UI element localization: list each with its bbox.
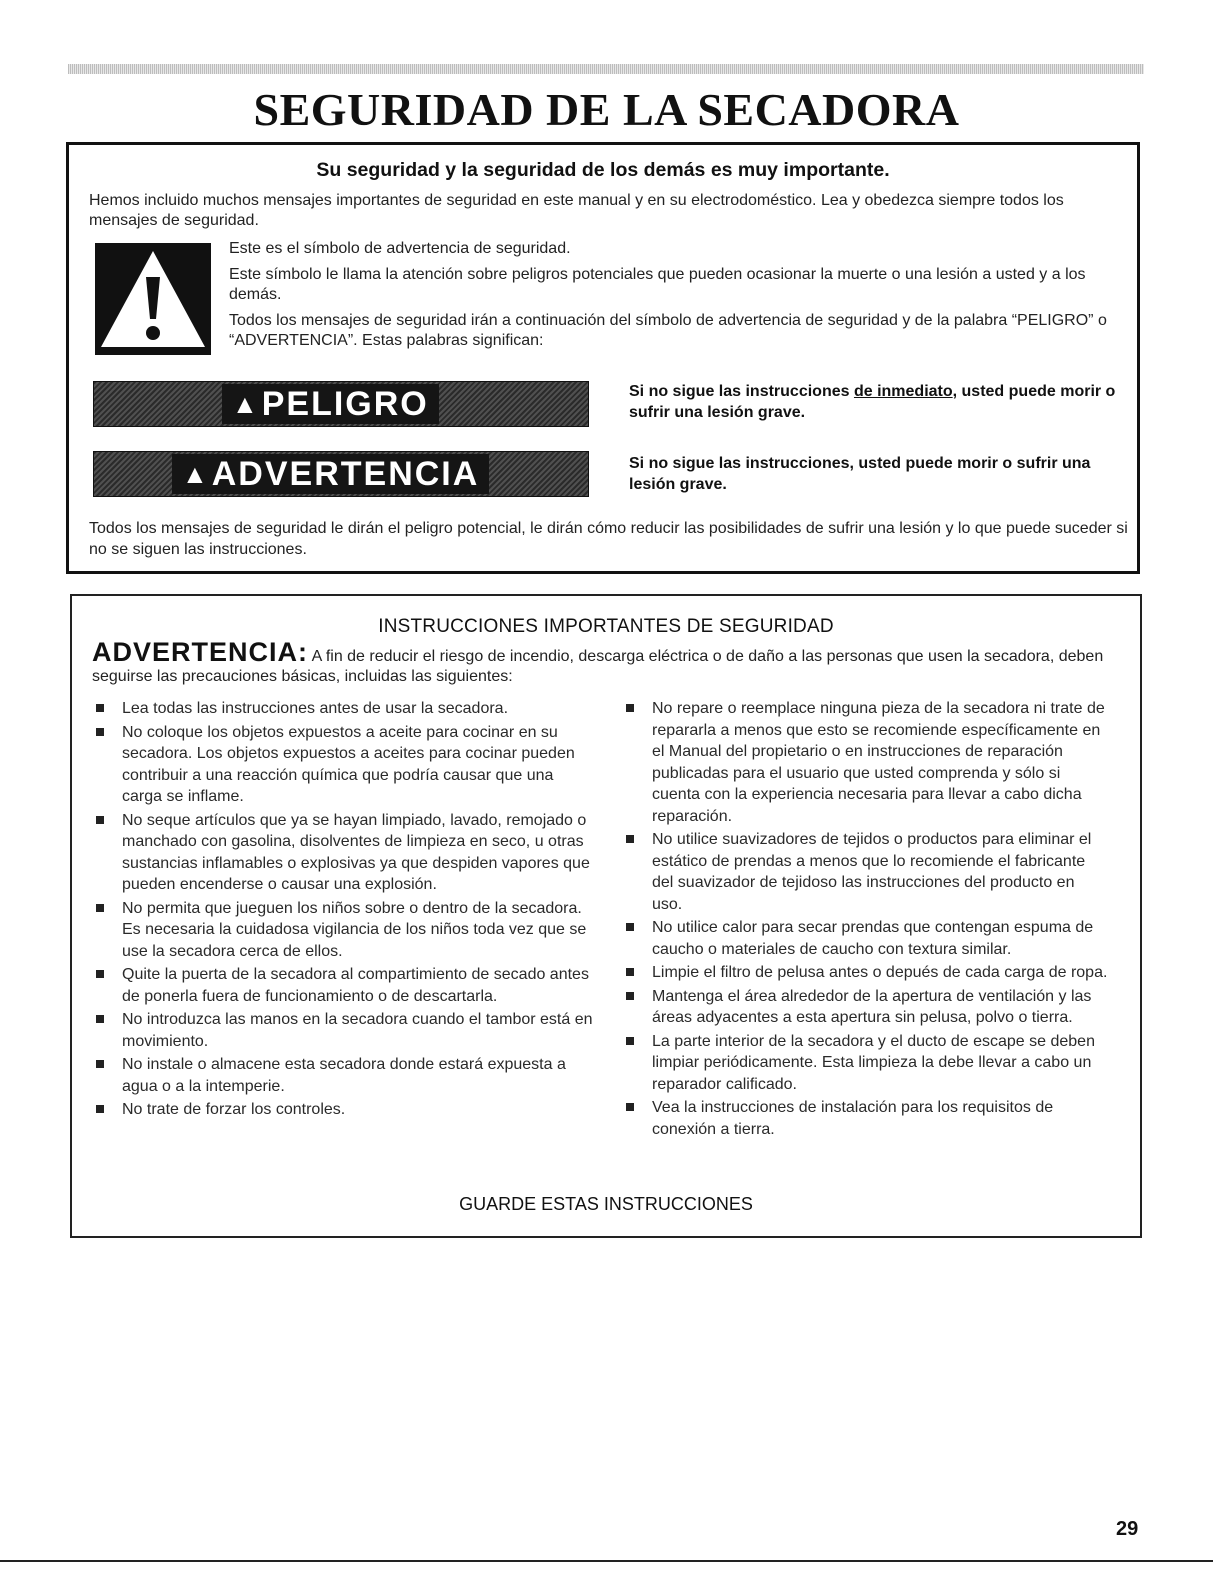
advertencia-label [172,454,489,494]
peligro-desc-start: Si no sigue las instrucciones [629,383,854,400]
list-item [624,917,1108,960]
list-item [624,1097,1108,1140]
square-bullet-icon [626,704,634,712]
symbol-line: Todos los mensajes de seguridad irán a continuación del símbolo de advertencia de seguridad y de la palabra “PELIGRO” o “ADVERTENCIA”. Estas palabras significan: [229,312,1107,349]
list-item-text: No coloque los objetos expuestos a aceite para cocinar en su secadora. Los objetos expuestos a aceites para cocinar pueden contribuir a una reacción química que podría causar que una carga se inflame. [122,723,575,805]
safety-intro-text: Hemos incluido muchos mensajes importantes de seguridad en este manual y en su electrodoméstico. Lea y obedezca siempre todos los mensajes de seguridad. [89,192,1064,229]
list-item [624,829,1108,915]
peligro-banner [93,381,589,427]
square-bullet-icon [626,1103,634,1111]
bottom-rule [0,1560,1213,1562]
list-item-text: No repare o reemplace ninguna pieza de la secadora ni trate de repararla a menos que esto se recomiende específicamente en el Manual del propietario o en instrucciones de reparación publicadas para el usuario que usted comprenda y sólo si cuenta con la experiencia necesaria para llevar a cabo dicha reparación. [652,700,1105,825]
peligro-word: PELIGRO [261,385,429,423]
symbol-line: Este es el símbolo de advertencia de seguridad. [229,240,571,257]
square-bullet-icon [96,1015,104,1023]
peligro-desc-end: , usted puede morir o sufrir una lesión grave. [629,383,1116,421]
square-bullet-icon [96,904,104,912]
peligro-desc-emphasis: de inmediato [853,383,953,400]
warning-triangle-icon: ▲ [232,389,260,419]
list-item-text: No utilice calor para secar prendas que contengan espuma de caucho o materiales de caucho con textura similar. [652,919,1094,958]
square-bullet-icon [626,992,634,1000]
square-bullet-icon [96,728,104,736]
square-bullet-icon [96,970,104,978]
list-item [94,810,594,896]
symbol-explanation [229,239,1129,357]
list-item [624,698,1108,827]
safety-box-heading: Su seguridad y la seguridad de los demás es muy importante. [316,159,890,181]
warning-triangle-icon: ▲ [182,459,210,489]
page-number: 29 [1116,1518,1139,1540]
square-bullet-icon [626,968,634,976]
list-item-text: No utilice suavizadores de tejidos o productos para eliminar el estático de prendas a menos que lo recomiende el fabricante del suavizador de tejidoso las instrucciones del producto en uso. [652,831,1092,913]
warning-text: A fin de reducir el riesgo de incendio, descarga eléctrica o de daño a las personas que usen la secadora, deben seguirse las precauciones básicas, incluidas las siguientes: [92,648,1104,685]
instructions-box [70,594,1142,1238]
instructions-left-list [94,698,594,1123]
list-item [624,962,1108,984]
square-bullet-icon [626,835,634,843]
list-item [94,1009,594,1052]
list-item [94,1099,594,1121]
instructions-right-list [624,698,1108,1142]
square-bullet-icon [96,704,104,712]
safety-box [66,142,1140,574]
list-item [624,1031,1108,1096]
advertencia-word: ADVERTENCIA [211,455,480,493]
list-item [94,1054,594,1097]
square-bullet-icon [96,816,104,824]
list-item-text: Quite la puerta de la secadora al compartimiento de secado antes de ponerla fuera de funcionamiento o de descartarla. [122,966,589,1005]
list-item-text: La parte interior de la secadora y el ducto de escape se deben limpiar periódicamente. Esta limpieza la debe llevar a cabo un reparador calificado. [652,1032,1095,1093]
list-item-text: Limpie el filtro de pelusa antes o depués de cada carga de ropa. [652,964,1108,981]
page-title: SEGURIDAD DE LA SECADORA [253,84,960,135]
square-bullet-icon [96,1060,104,1068]
square-bullet-icon [626,923,634,931]
list-item-text: Lea todas las instrucciones antes de usar la secadora. [122,700,509,717]
symbol-line: Este símbolo le llama la atención sobre peligros potenciales que pueden ocasionar la muerte o una lesión a usted y a los demás. [229,266,1086,303]
advertencia-banner [93,451,589,497]
list-item [624,986,1108,1029]
warning-triangle-icon [95,243,211,355]
warning-label: ADVERTENCIA: [92,637,309,667]
peligro-label [222,384,439,424]
list-item [94,898,594,963]
list-item-text: No permita que jueguen los niños sobre o dentro de la secadora. Es necesaria la cuidadosa vigilancia de los niños toda vez que se use la secadora cerca de ellos. [122,899,587,960]
advertencia-description: Si no sigue las instrucciones, usted puede morir o sufrir una lesión grave. [629,455,1091,493]
square-bullet-icon [96,1105,104,1113]
list-item [94,698,594,720]
list-item-text: No introduzca las manos en la secadora cuando el tambor está en movimiento. [122,1011,593,1050]
list-item-text: Vea la instrucciones de instalación para los requisitos de conexión a tierra. [652,1099,1054,1138]
list-item-text: Mantenga el área alrededor de la apertura de ventilación y las áreas adyacentes a esta apertura sin pelusa, polvo o tierra. [652,987,1092,1026]
peligro-description [629,381,1119,423]
list-item-text: No trate de forzar los controles. [122,1101,346,1118]
list-item-text: No instale o almacene esta secadora donde estará expuesta a agua o a la intemperie. [122,1056,566,1095]
instructions-footer: GUARDE ESTAS INSTRUCCIONES [459,1194,753,1214]
list-item [94,722,594,808]
instructions-heading: INSTRUCCIONES IMPORTANTES DE SEGURIDAD [378,616,834,637]
instructions-warning [92,637,1122,687]
top-decorative-rule [68,64,1144,74]
list-item [94,964,594,1007]
safety-box-footer: Todos los mensajes de seguridad le dirán el peligro potencial, le dirán cómo reducir las posibilidades de sufrir una lesión y lo que puede suceder si no se siguen las instrucciones. [89,520,1128,558]
square-bullet-icon [626,1037,634,1045]
list-item-text: No seque artículos que ya se hayan limpiado, lavado, remojado o manchado con gasolina, disolventes de limpieza en seco, u otras sustancias inflamables o explosivas ya que despiden vapores que pueden encenderse o causar una explosión. [122,811,590,893]
